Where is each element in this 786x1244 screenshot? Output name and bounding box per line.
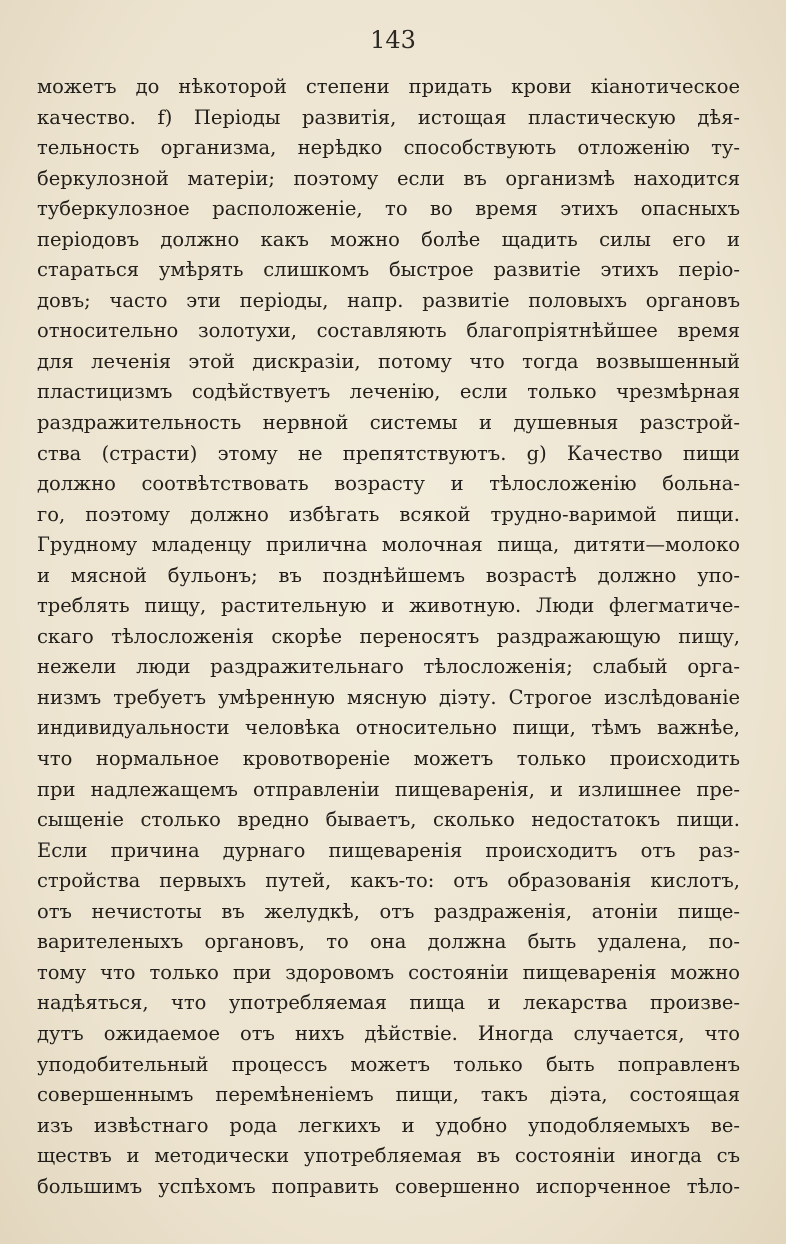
text-line: должно соотвѣтствовать возрасту и тѣлосложенію больна- bbox=[37, 472, 740, 496]
text-line: для леченія этой дискразіи, потому что тогда возвышенный bbox=[37, 349, 740, 373]
text-line: большимъ успѣхомъ поправить совершенно испорченное тѣло- bbox=[37, 1174, 740, 1198]
text-line: низмъ требуетъ умѣренную мясную діэту. Строгое изслѣдованіе bbox=[37, 685, 740, 709]
text-line: ства (страсти) этому не препятствуютъ. g) Качество пищи bbox=[37, 441, 740, 465]
text-line: изъ извѣстнаго рода легкихъ и удобно уподобляемыхъ ве- bbox=[37, 1113, 740, 1137]
text-line: дутъ ожидаемое отъ нихъ дѣйствіе. Иногда случается, что bbox=[37, 1021, 740, 1045]
body-text bbox=[37, 72, 740, 1202]
text-line: отъ нечистоты въ желудкѣ, отъ раздраженія, атоніи пище- bbox=[37, 899, 740, 923]
text-line: раздражительность нервной системы и душевныя разстрой- bbox=[37, 411, 740, 435]
text-line: уподобительный процессъ можетъ только быть поправленъ bbox=[37, 1052, 740, 1076]
text-line: и мясной бульонъ; въ позднѣйшемъ возрастѣ должно упо- bbox=[37, 563, 740, 587]
text-line: тому что только при здоровомъ состояніи пищеваренія можно bbox=[37, 960, 740, 984]
page-number: 143 bbox=[370, 26, 416, 54]
text-line: что нормальное кровотвореніе можетъ только происходить bbox=[37, 747, 740, 771]
text-line: надѣяться, что употребляемая пища и лекарства произве- bbox=[37, 991, 740, 1015]
text-line: стараться умѣрять слишкомъ быстрое развитіе этихъ періо- bbox=[37, 258, 740, 282]
text-line: сыщеніе столько вредно бываетъ, сколько недостатокъ пищи. bbox=[37, 808, 740, 832]
text-line: можетъ до нѣкоторой степени придать крови кіанотическое bbox=[37, 75, 740, 98]
text-line: стройства первыхъ путей, какъ-то: отъ образованія кислотъ, bbox=[37, 869, 740, 893]
text-line: беркулозной матеріи; поэтому если въ организмѣ находится bbox=[37, 166, 740, 190]
text-line: варителеныхъ органовъ, то она должна быть удалена, по- bbox=[37, 930, 740, 954]
text-line: нежели люди раздражительнаго тѣлосложенія; слабый орга- bbox=[37, 655, 740, 679]
text-line: періодовъ должно какъ можно болѣе щадить силы его и bbox=[37, 227, 740, 251]
text-line: пластицизмъ содѣйствуетъ леченію, если только чрезмѣрная bbox=[37, 380, 740, 404]
text-line: Грудному младенцу прилична молочная пища, дитяти—молоко bbox=[37, 533, 740, 557]
text-line: скаго тѣлосложенія скорѣе переносятъ раздражающую пищу, bbox=[37, 624, 740, 648]
text-line: при надлежащемъ отправленіи пищеваренія, и излишнее пре- bbox=[37, 777, 740, 801]
text-line: туберкулозное расположеніе, то во время этихъ опасныхъ bbox=[37, 197, 740, 221]
text-line: относительно золотухи, составляють благопріятнѣйшее время bbox=[37, 319, 740, 343]
text-line: го, поэтому должно избѣгать всякой трудно-варимой пищи. bbox=[37, 502, 740, 526]
text-line: индивидуальности человѣка относительно пищи, тѣмъ важнѣе, bbox=[37, 716, 740, 740]
text-line: Если причина дурнаго пищеваренія происходитъ отъ раз- bbox=[37, 838, 740, 862]
text-line: довъ; часто эти періоды, напр. развитіе половыхъ органовъ bbox=[37, 288, 740, 312]
text-line: треблять пищу, растительную и животную. Люди флегматиче- bbox=[37, 594, 740, 618]
text-line: совершеннымъ перемѣненіемъ пищи, такъ діэта, состоящая bbox=[37, 1083, 740, 1107]
text-line: ществъ и методически употребляемая въ состояніи иногда съ bbox=[37, 1144, 740, 1168]
text-line: тельность организма, нерѣдко способствують отложенію ту- bbox=[37, 136, 740, 160]
text-line: качество. f) Періоды развитія, истощая пластическую дѣя- bbox=[37, 105, 740, 129]
